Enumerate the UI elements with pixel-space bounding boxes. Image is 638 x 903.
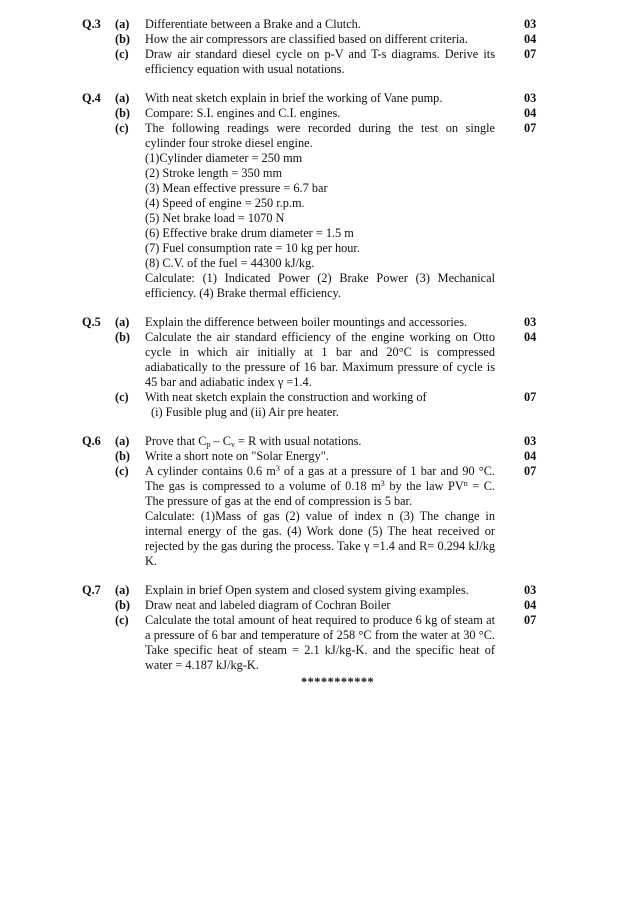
- question-number: Q.5: [82, 315, 101, 329]
- part-marks: 04: [524, 330, 537, 344]
- question-part: [0, 106, 638, 121]
- subscript: p: [206, 440, 211, 449]
- question-number: Q.4: [82, 91, 101, 105]
- part-marks: 07: [524, 47, 537, 61]
- part-marks: 03: [524, 17, 537, 31]
- question-part: [0, 91, 638, 106]
- part-label: (a): [115, 91, 130, 105]
- question-part: [0, 32, 638, 47]
- part-marks: 07: [524, 390, 537, 404]
- part-label: (c): [115, 121, 129, 135]
- part-label: (a): [115, 17, 130, 31]
- text-segment: of a gas at a pressure of 1 bar and 90 °C. The gas is compressed to a volume of 0.18 m: [145, 464, 495, 493]
- part-marks: 03: [524, 91, 537, 105]
- part-text: Calculate the total amount of heat required to produce 6 kg of steam at a pressure of 6 bar and temperature of 258 °C from the water at 30 °C. Take specific heat of steam = 2.1 kJ/kg-K. and the specific heat of water = 4.187 kJ/kg-K.: [145, 613, 495, 672]
- end-of-paper-mark: ***********: [301, 675, 375, 689]
- superscript: 3: [380, 479, 385, 488]
- part-text: With neat sketch explain the construction and working of: [145, 390, 427, 404]
- question-part: [0, 390, 638, 420]
- question-part: [0, 449, 638, 464]
- part-text-block: [145, 121, 495, 301]
- part-text: [145, 464, 495, 509]
- text-segment: – C: [210, 434, 231, 448]
- part-marks: 07: [524, 464, 537, 478]
- question-5: [0, 315, 638, 420]
- question-3: [0, 17, 638, 77]
- part-text: Draw air standard diesel cycle on p-V and T-s diagrams. Derive its efficiency equation with usual notations.: [145, 47, 495, 76]
- text-segment: by the law PV: [384, 479, 464, 493]
- part-label: (c): [115, 390, 129, 404]
- part-subtext: (i) Fusible plug and (ii) Air pre heater.: [151, 405, 339, 419]
- part-marks: 04: [524, 106, 537, 120]
- question-part: [0, 583, 638, 598]
- reading-line: (1)Cylinder diameter = 250 mm: [145, 151, 303, 165]
- question-7: [0, 583, 638, 673]
- part-tail-text: Calculate: (1) Indicated Power (2) Brake Power (3) Mechanical efficiency. (4) Brake thermal efficiency.: [145, 271, 495, 300]
- question-part: [0, 315, 638, 330]
- part-label: (b): [115, 330, 131, 344]
- question-part: [0, 613, 638, 673]
- part-marks: 04: [524, 32, 537, 46]
- part-text: Write a short note on "Solar Energy".: [145, 449, 329, 463]
- part-label: (b): [115, 106, 131, 120]
- reading-line: (3) Mean effective pressure = 6.7 bar: [145, 181, 328, 195]
- part-label: (a): [115, 315, 130, 329]
- text-segment: = C. The pressure of gas at the end of compression is 5 bar.: [145, 479, 495, 508]
- part-text: Draw neat and labeled diagram of Cochran Boiler: [145, 598, 391, 612]
- question-number: Q.3: [82, 17, 101, 31]
- text-segment: = R with usual notations.: [234, 434, 362, 448]
- exam-page: [0, 17, 638, 690]
- part-tail-text: Calculate: (1)Mass of gas (2) value of index n (3) The change in internal energy of the gas. (4) Work done (5) The heat received or rejected by the gas during the process. Take γ =1.4 and R= 0.294 kJ/kg K.: [145, 509, 495, 568]
- part-marks: 03: [524, 434, 537, 448]
- question-part: [0, 17, 638, 32]
- part-marks: 07: [524, 121, 537, 135]
- subscript: v: [230, 440, 235, 449]
- part-label: (c): [115, 613, 129, 627]
- part-text: Compare: S.I. engines and C.I. engines.: [145, 106, 341, 120]
- part-label: (c): [115, 464, 129, 478]
- part-text: Explain the difference between boiler mountings and accessories.: [145, 315, 468, 329]
- reading-line: (7) Fuel consumption rate = 10 kg per hour.: [145, 241, 360, 255]
- part-text-block: [145, 390, 495, 420]
- reading-line: (8) C.V. of the fuel = 44300 kJ/kg.: [145, 256, 315, 270]
- question-6: [0, 434, 638, 569]
- part-label: (b): [115, 32, 131, 46]
- part-text: Explain in brief Open system and closed system giving examples.: [145, 583, 469, 597]
- part-text: Differentiate between a Brake and a Clutch.: [145, 17, 361, 31]
- question-part: [0, 598, 638, 613]
- question-part: [0, 434, 638, 449]
- superscript: n: [463, 479, 468, 488]
- part-label: (a): [115, 434, 130, 448]
- part-marks: 07: [524, 613, 537, 627]
- question-4: [0, 91, 638, 301]
- part-text: The following readings were recorded during the test on single cylinder four stroke diesel engine.: [145, 121, 495, 150]
- part-label: (b): [115, 449, 131, 463]
- part-text: With neat sketch explain in brief the working of Vane pump.: [145, 91, 443, 105]
- part-label: (c): [115, 47, 129, 61]
- reading-line: (5) Net brake load = 1070 N: [145, 211, 285, 225]
- question-number: Q.7: [82, 583, 101, 597]
- reading-line: (4) Speed of engine = 250 r.p.m.: [145, 196, 305, 210]
- question-part: [0, 330, 638, 390]
- question-number: Q.6: [82, 434, 101, 448]
- part-marks: 03: [524, 315, 537, 329]
- text-segment: A cylinder contains 0.6 m: [145, 464, 276, 478]
- superscript: 3: [275, 464, 280, 473]
- question-part: [0, 47, 638, 77]
- question-part: [0, 464, 638, 569]
- part-text: Calculate the air standard efficiency of the engine working on Otto cycle in which air initially at 1 bar and 20°C is compressed adiabatically to the pressure of 16 bar. Maximum pressure of cycle is 45 bar and adiabatic index γ =1.4.: [145, 330, 495, 389]
- part-marks: 04: [524, 449, 537, 463]
- part-text: [145, 434, 495, 449]
- part-text: How the air compressors are classified based on different criteria.: [145, 32, 468, 46]
- question-part: [0, 121, 638, 301]
- part-text-block: [145, 464, 495, 569]
- part-marks: 04: [524, 598, 537, 612]
- reading-line: (6) Effective brake drum diameter = 1.5 m: [145, 226, 354, 240]
- part-label: (a): [115, 583, 130, 597]
- text-segment: Prove that C: [145, 434, 207, 448]
- part-label: (b): [115, 598, 131, 612]
- part-marks: 03: [524, 583, 537, 597]
- reading-line: (2) Stroke length = 350 mm: [145, 166, 283, 180]
